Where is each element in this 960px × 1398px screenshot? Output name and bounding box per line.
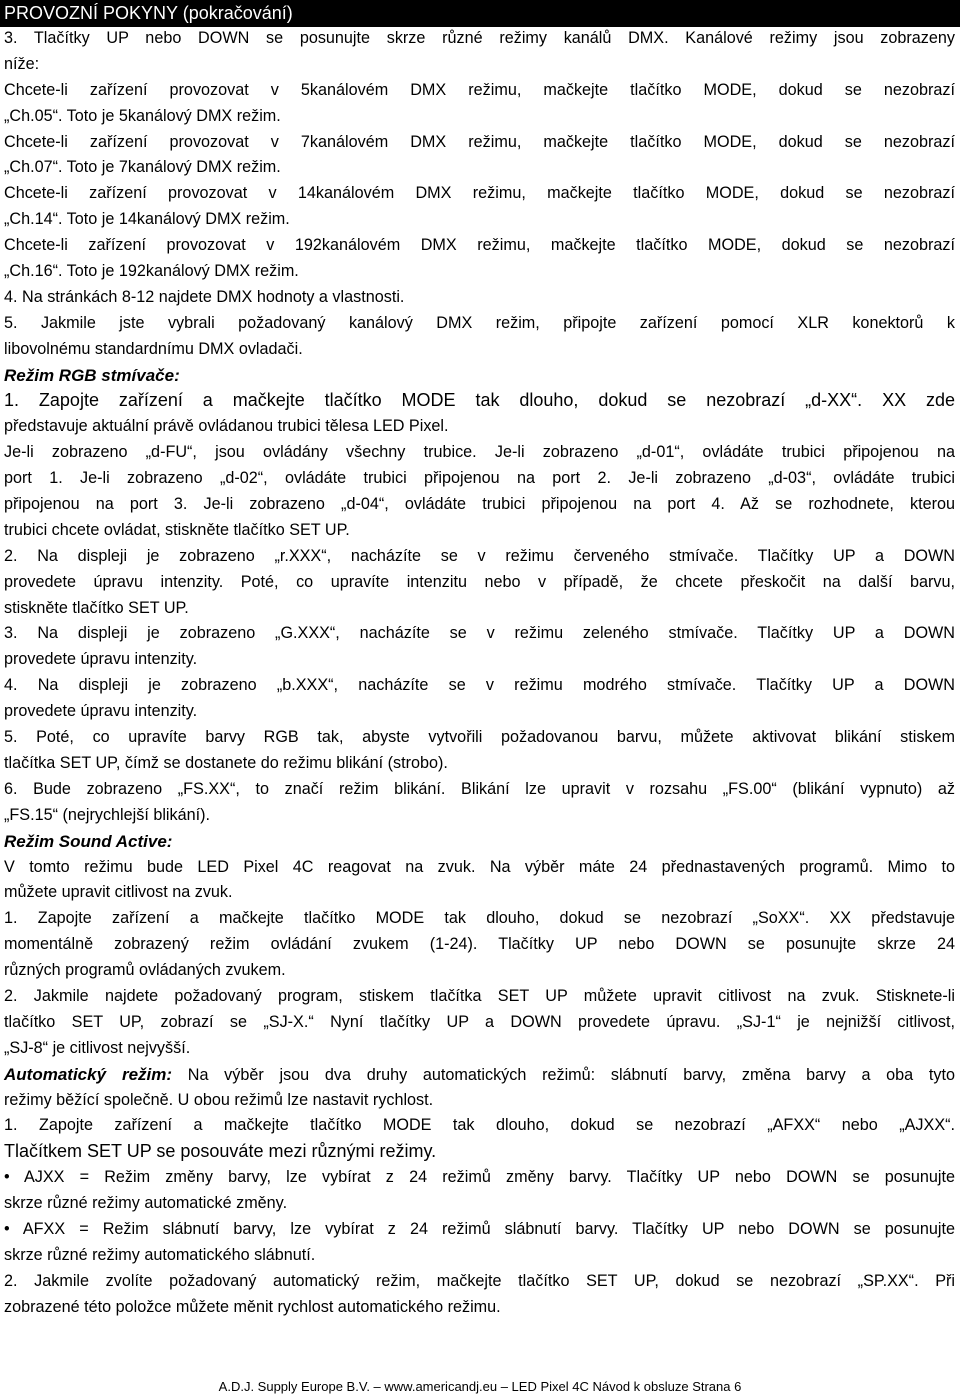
text-line: 4. Na displeji je zobrazeno „b.XXX“, nacházíte se v režimu modrého stmívače. Tlačítky UP a DOWN xyxy=(4,676,955,695)
text-line: zobrazené této položce můžete měnit rychlost automatického režimu. xyxy=(4,1297,501,1316)
text-line: Chcete-li zařízení provozovat v 5kanálovém DMX režimu, mačkejte tlačítko MODE, dokud se nezobrazí xyxy=(4,80,955,99)
text-line: „Ch.05“. Toto je 5kanálový DMX režim. xyxy=(4,106,281,125)
section-header xyxy=(0,0,960,27)
bullet-line: • AFXX = Režim slábnutí barvy, lze vybírat z 24 režimů slábnutí barvy. Tlačítky UP nebo DOWN se posunujte xyxy=(4,1219,955,1238)
text-line: 3. Tlačítky UP nebo DOWN se posunujte skrze různé režimy kanálů DMX. Kanálové režimy jsou zobrazeny xyxy=(4,29,955,47)
text-line: tlačítka SET UP, čímž se dostanete do režimu blikání (strobo). xyxy=(4,753,448,772)
text-line: můžete upravit citlivost na zvuk. xyxy=(4,883,233,902)
page-footer xyxy=(0,1378,960,1396)
text-line: různých programů ovládaných zvukem. xyxy=(4,961,286,980)
text-line: režimy běžící společně. U obou režimů lze nastavit rychlost. xyxy=(4,1090,434,1109)
text-line: Chcete-li zařízení provozovat v 7kanálovém DMX režimu, mačkejte tlačítko MODE, dokud se nezobrazí xyxy=(4,132,955,151)
text-line: 1. Zapojte zařízení a mačkejte tlačítko MODE tak dlouho, dokud se nezobrazí „d-XX“. XX zde xyxy=(4,390,955,411)
text-line: „Ch.07“. Toto je 7kanálový DMX režim. xyxy=(4,158,281,177)
text-line: skrze různé režimy automatické změny. xyxy=(4,1194,288,1213)
text-line: Tlačítkem SET UP se posouváte mezi různými režimy. xyxy=(4,1141,437,1162)
text-line: V tomto režimu bude LED Pixel 4C reagovat na zvuk. Na výběr máte 24 přednastavených programů. Mimo to xyxy=(4,857,955,876)
text-line: stiskněte tlačítko SET UP. xyxy=(4,598,189,617)
text-line: 5. Poté, co upravíte barvy RGB tak, abyste vytvořili požadovanou barvu, můžete aktivovat blikání stiskem xyxy=(4,728,955,747)
text-line: skrze různé režimy automatického slábnutí. xyxy=(4,1245,316,1264)
text-line: níže: xyxy=(4,54,40,73)
text-line: 3. Na displeji je zobrazeno „G.XXX“, nacházíte se v režimu zeleného stmívače. Tlačítky UP a DOWN xyxy=(4,624,955,643)
text-line: představuje aktuální právě ovládanou trubici tělesa LED Pixel. xyxy=(4,417,449,436)
text-line: Chcete-li zařízení provozovat v 192kanálovém DMX režimu, mačkejte tlačítko MODE, dokud se nezobrazí xyxy=(4,236,955,255)
text-line: 1. Zapojte zařízení a mačkejte tlačítko MODE tak dlouho, dokud se nezobrazí „SoXX“. XX představuje xyxy=(4,909,955,928)
text-line: 1. Zapojte zařízení a mačkejte tlačítko MODE tak dlouho, dokud se nezobrazí „AFXX“ nebo „AJXX“. xyxy=(4,1116,955,1135)
text-line: 5. Jakmile jste vybrali požadovaný kanálový DMX režim, připojte zařízení pomocí XLR konektorů k xyxy=(4,313,955,332)
section-title: PROVOZNÍ POKYNY (pokračování) xyxy=(4,3,293,23)
text-line: „FS.15“ (nejrychlejší blikání). xyxy=(4,805,211,824)
bullet-line: • AJXX = Režim změny barvy, lze vybírat z 24 režimů změny barvy. Tlačítky UP nebo DOWN se posunujte xyxy=(4,1168,955,1187)
text-line: 4. Na stránkách 8-12 najdete DMX hodnoty a vlastnosti. xyxy=(4,287,405,306)
text-line: port 1. Je-li zobrazeno „d-02“, ovládáte trubici připojenou na port 2. Je-li zobrazeno „d-03“, ovládáte trubici xyxy=(4,469,955,488)
text-line: 6. Bude zobrazeno „FS.XX“, to značí režim blikání. Blikání lze upravit v rozsahu „FS.00“ (blikání vypnuto) až xyxy=(4,779,955,798)
text-line: libovolnému standardnímu DMX ovladači. xyxy=(4,339,303,358)
text-line: „SJ-8“ je citlivost nejvyšší. xyxy=(4,1038,191,1057)
text-line: provedete úpravu intenzity. Poté, co upravíte intenzitu nebo v případě, že chcete přeskočit na další barvu, xyxy=(4,572,955,591)
text-line: momentálně zobrazený režim ovládání zvukem (1-24). Tlačítky UP nebo DOWN se posunujte skrze 24 xyxy=(4,935,955,954)
auto-mode-text: Na výběr jsou dva druhy automatických režimů: slábnutí barvy, změna barvy a oba tyto xyxy=(187,1065,955,1084)
text-line: Je-li zobrazeno „d-FU“, jsou ovládány všechny trubice. Je-li zobrazeno „d-01“, ovládáte trubici připojenou na xyxy=(4,443,955,462)
text-line: trubici chcete ovládat, stiskněte tlačítko SET UP. xyxy=(4,520,350,539)
text-line: 2. Jakmile zvolíte požadovaný automatický režim, mačkejte tlačítko SET UP, dokud se nezobrazí „SP.XX“. Při xyxy=(4,1271,955,1290)
text-line: připojenou na port 3. Je-li zobrazeno „d-04“, ovládáte trubici připojenou na port 4. Až se rozhodnete, kterou xyxy=(4,495,955,514)
sound-active-heading: Režim Sound Active: xyxy=(4,831,173,851)
text-line: „Ch.14“. Toto je 14kanálový DMX režim. xyxy=(4,210,290,229)
auto-mode-label: Automatický režim: xyxy=(4,1064,173,1084)
rgb-dimmer-heading: Režim RGB stmívače: xyxy=(4,365,180,385)
text-line: „Ch.16“. Toto je 192kanálový DMX režim. xyxy=(4,262,299,281)
text-line: 2. Jakmile najdete požadovaný program, stiskem tlačítka SET UP můžete upravit citlivost na zvuk. Stisknete-li xyxy=(4,986,955,1005)
auto-mode-line xyxy=(4,1062,955,1088)
footer-text: A.D.J. Supply Europe B.V. – www.americandj.eu – LED Pixel 4C Návod k obsluze Strana 6 xyxy=(218,1379,742,1394)
text-line: 2. Na displeji je zobrazeno „r.XXX“, nacházíte se v režimu červeného stmívače. Tlačítky UP a DOWN xyxy=(4,546,955,565)
instructions-body xyxy=(4,26,955,1321)
text-line: Chcete-li zařízení provozovat v 14kanálovém DMX režimu, mačkejte tlačítko MODE, dokud se nezobrazí xyxy=(4,184,955,203)
text-line: tlačítko SET UP, zobrazí se „SJ-X.“ Nyní tlačítky UP a DOWN provedete úpravu. „SJ-1“ je nejnižší citlivost, xyxy=(4,1012,955,1031)
text-line: provedete úpravu intenzity. xyxy=(4,702,198,721)
text-line: provedete úpravu intenzity. xyxy=(4,650,198,669)
